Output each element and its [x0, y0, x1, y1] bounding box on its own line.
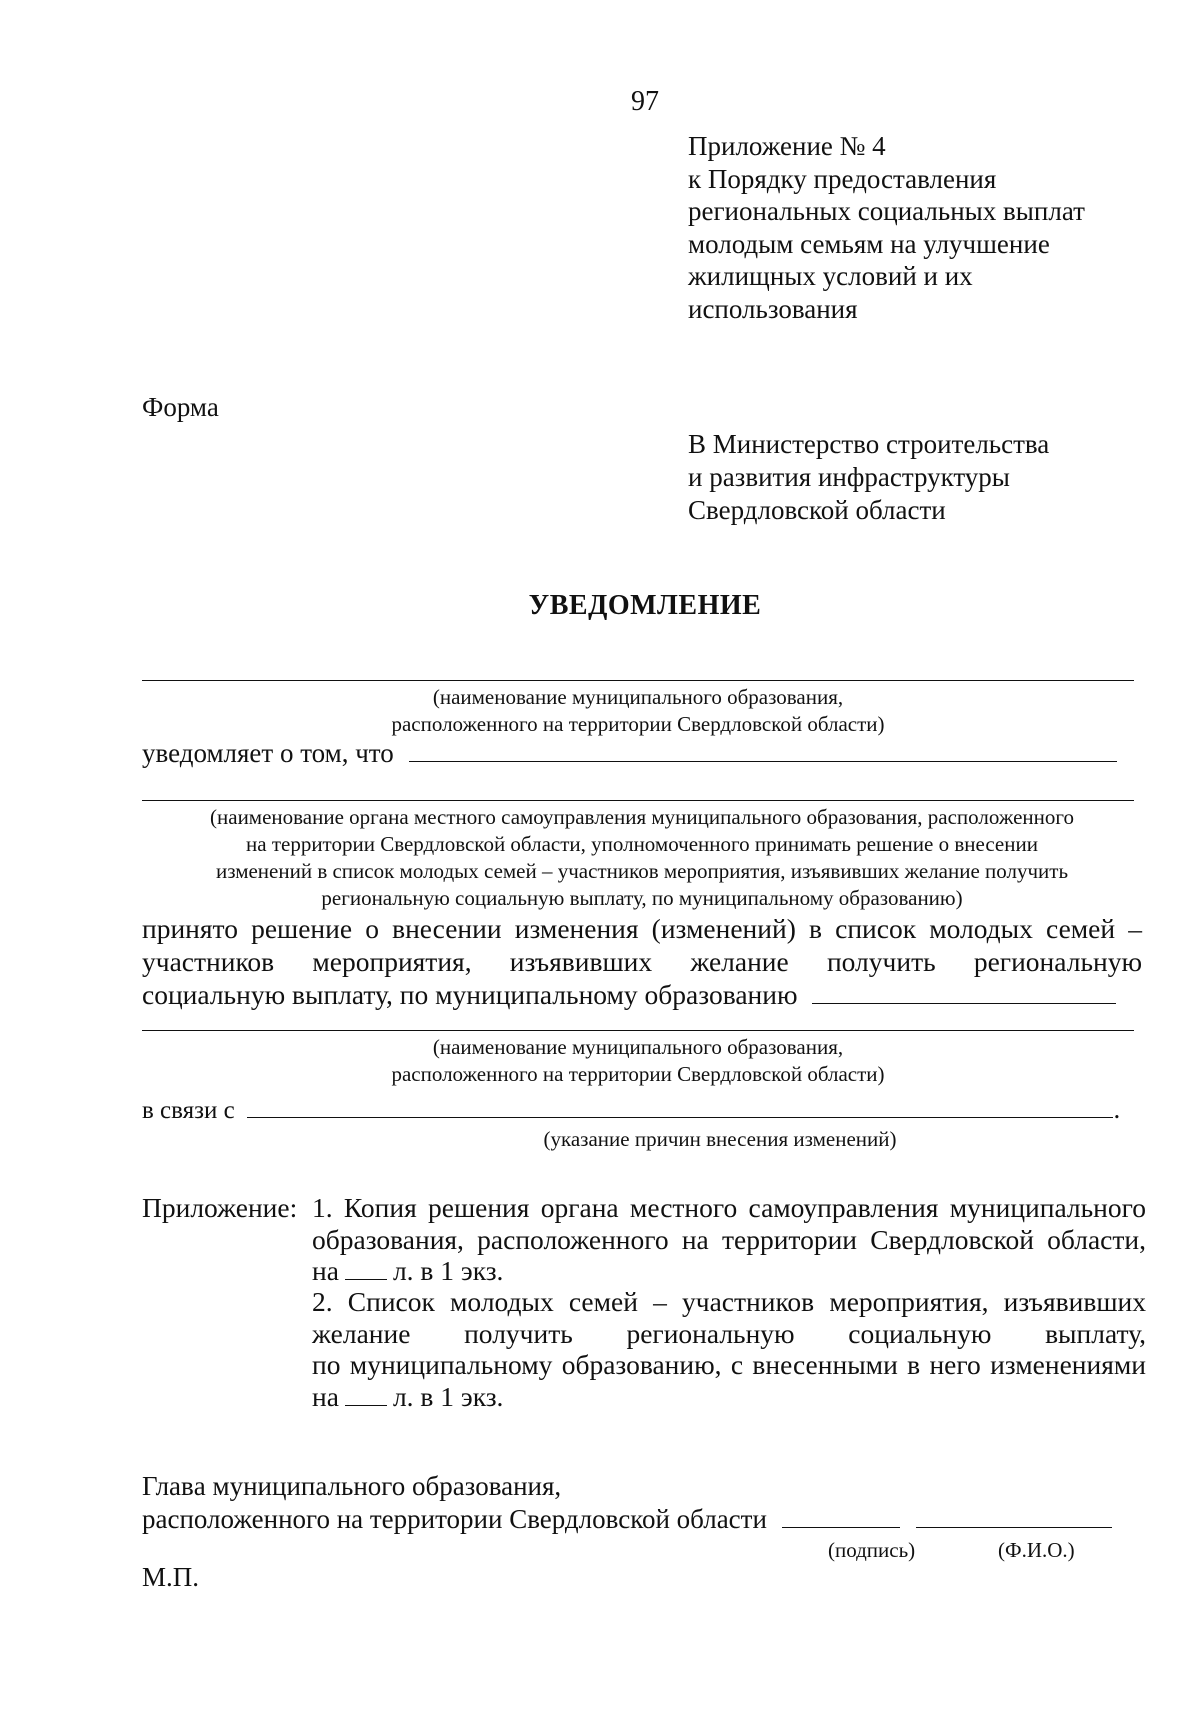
- form-label: Форма: [142, 392, 219, 422]
- caption-line: региональную социальную выплату, по муниципальному образованию): [321, 886, 963, 910]
- caption-line: на территории Свердловской области, уполномоченного принимать решение о внесении: [246, 832, 1038, 856]
- attachment-pages-row: на л. в 1 экз.: [312, 1380, 504, 1412]
- caption-line: изменений в список молодых семей – участников мероприятия, изъявивших желание получить: [215, 859, 1069, 883]
- municipality-fill-line: [142, 680, 1134, 681]
- appendix-line: региональных социальных выплат: [688, 196, 1085, 226]
- decision-line-last: [142, 978, 1142, 1011]
- pages-fill-line: [345, 1385, 387, 1406]
- page-number: 97: [631, 86, 659, 117]
- caption-line: (наименование органа местного самоуправления муниципального образования, расположенного: [210, 805, 1074, 829]
- notifies-fill-line: [409, 739, 1117, 762]
- notifies-label: уведомляет о том, что: [142, 738, 394, 768]
- appendix-reference: [688, 130, 1158, 325]
- head-title-line: Главa муниципального образования,: [142, 1471, 562, 1501]
- signature-caption: (подпись): [828, 1538, 916, 1562]
- due-to-label: в связи с: [142, 1097, 235, 1124]
- document-title: УВЕДОМЛЕНИЕ: [528, 590, 762, 621]
- addressee: [688, 428, 1158, 527]
- decision-line: социальную выплату, по муниципальному образованию: [142, 979, 798, 1010]
- body-fill-line: [142, 800, 1134, 801]
- due-to-row: в связи с .: [142, 1094, 1121, 1124]
- head-signature-block: [142, 1470, 1112, 1536]
- caption-line: расположенного на территории Свердловской области): [391, 1062, 885, 1086]
- caption-line: (наименование муниципального образования,: [432, 1035, 844, 1059]
- attachment-item-1: [312, 1192, 1146, 1287]
- head-title-line: расположенного на территории Свердловской области: [142, 1504, 767, 1534]
- attachment-label: Приложение:: [142, 1192, 298, 1223]
- signature-fill-line: [782, 1505, 900, 1528]
- municipality-caption: [142, 684, 1134, 738]
- decision-text: [142, 912, 1142, 1011]
- addressee-line: В Министерство строительства: [688, 429, 1050, 459]
- municipality-2-caption: [142, 1034, 1134, 1088]
- due-to-caption: (указание причин внесения изменений): [543, 1127, 897, 1151]
- attachment-line: 1. Копия решения органа местного самоуправления муниципального: [312, 1192, 1146, 1223]
- attachment-line: по муниципальному образованию, с внесенными в него изменениями: [312, 1349, 1146, 1380]
- decision-line: участников мероприятия, изъявивших желание получить региональную: [142, 946, 1142, 977]
- appendix-line: к Порядку предоставления: [688, 163, 997, 194]
- appendix-line: молодым семьям на улучшение: [688, 228, 1050, 259]
- addressee-line: и развития инфраструктуры: [688, 462, 1010, 492]
- municipality-2-fill-line: [142, 1030, 1134, 1031]
- attachment-item-2: [312, 1286, 1146, 1412]
- attachment-line: 2. Список молодых семей – участников мероприятия, изъявивших: [312, 1286, 1146, 1317]
- name-fill-line: [916, 1505, 1112, 1528]
- name-caption: (Ф.И.О.): [998, 1538, 1075, 1562]
- body-caption: [140, 804, 1144, 912]
- caption-line: (наименование муниципального образования,: [432, 685, 844, 709]
- stamp-label: М.П.: [142, 1562, 200, 1592]
- pages-fill-line: [345, 1259, 387, 1280]
- appendix-line: использования: [688, 293, 858, 324]
- caption-line: расположенного на территории Свердловской области): [391, 712, 885, 736]
- appendix-line: жилищных условий и их: [688, 261, 973, 291]
- due-to-fill-line: [247, 1095, 1113, 1118]
- decision-line: принято решение о внесении изменения (изменений) в список молодых семей –: [142, 913, 1142, 944]
- attachment-pages-row: на л. в 1 экз.: [312, 1255, 504, 1286]
- head-signature-row: [142, 1503, 1112, 1536]
- notifies-row: [142, 738, 1117, 769]
- attachment-line: образования, расположенного на территории Свердловской области,: [312, 1223, 1146, 1255]
- addressee-line: Свердловской области: [688, 495, 946, 525]
- attachment-line: желание получить региональную социальную выплату,: [312, 1317, 1146, 1349]
- appendix-line: Приложение № 4: [688, 131, 886, 161]
- decision-fill-line: [812, 981, 1116, 1004]
